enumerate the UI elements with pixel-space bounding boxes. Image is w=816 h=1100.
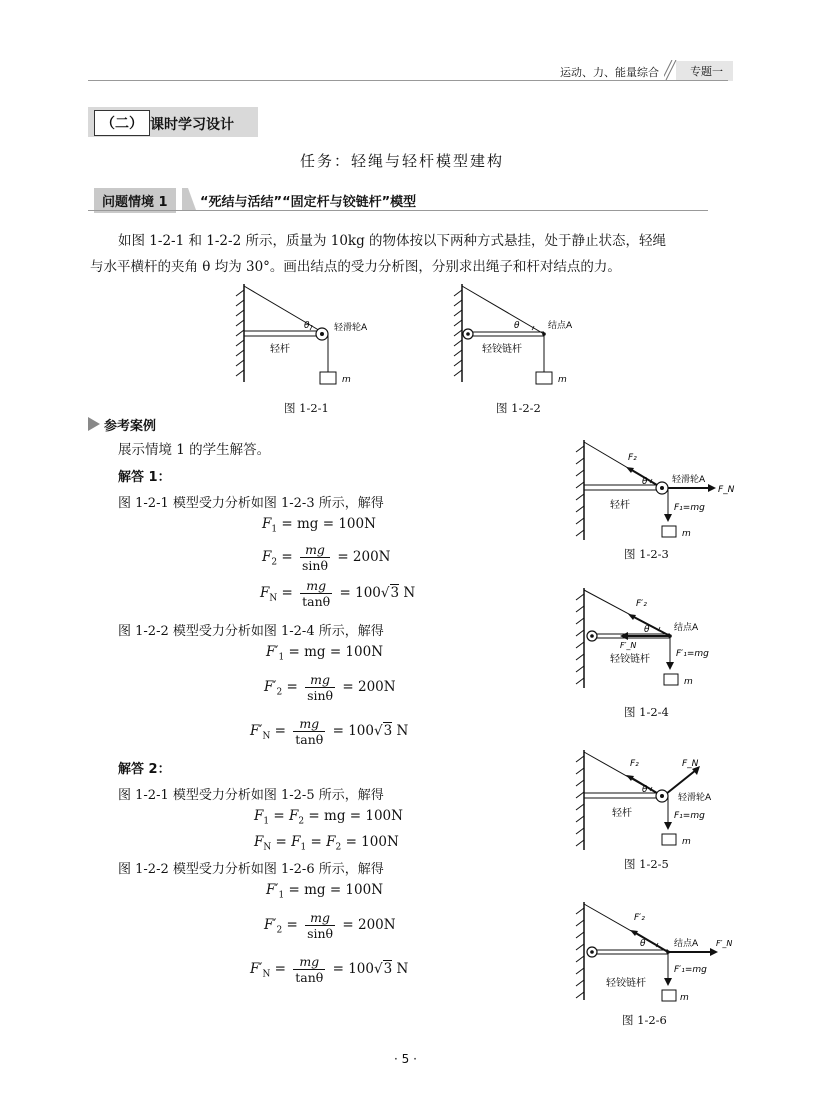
sol1-eqB3-num: mg [293,716,325,732]
fig2-caption: 图 1-2-2 [496,401,541,415]
fig5-angle: θ [642,785,648,795]
fig1-angle: θ [304,321,310,331]
solution2-title: 解答 2： [118,762,171,777]
sol2-eqB2: $F'_2$ = $\frac{mg}{\sin\theta}$ = 200N [264,910,396,941]
sol1-eqA3-num: mg [300,578,332,594]
sol1-eqB2-den: sinθ [307,688,334,703]
sol2-eqB2-num: mg [305,910,335,926]
sol2-eqA1-rhs: = mg = 100N [308,808,403,824]
fig5-caption: 图 1-2-5 [624,857,669,871]
problem-text-2: 与水平横杆的夹角 θ 均为 30°。画出结点的受力分析图，分别求出绳子和杆对结点的力。 [90,259,621,275]
fig5-f2: F₂ [630,759,639,769]
sol2-eqA1: $F_1 = F_2$ = mg = 100N [254,808,403,827]
fig4-f1: F′₁=mg [676,649,709,659]
sol2-eqB3-rhs: = 100 [332,961,374,977]
reference-intro: 展示情境 1 的学生解答。 [118,442,271,458]
sol2-eqB3-den: tanθ [295,970,324,985]
solution1-line-b: 图 1-2-2 模型受力分析如图 1-2-4 所示，解得 [118,624,384,639]
fig2-rod-label: 轻铰链杆 [482,344,522,355]
header-subject: 运动、力、能量综合 [560,66,659,79]
fig3-pulley-label: 轻滑轮A [672,475,706,485]
sol1-eqA2-den: sinθ [302,558,329,573]
sol1-eqA3-rad: 3 [390,585,400,601]
reference-arrow-icon [88,416,100,435]
reference-label: 参考案例 [104,419,157,434]
sol2-eqB3-rad: 3 [383,961,393,977]
fig3-f1: F₁=mg [674,503,705,513]
figure-1-2-6 [570,900,740,1010]
fig6-caption: 图 1-2-6 [622,1013,667,1027]
page-number: · 5 · [394,1052,417,1066]
sol1-eqA1: $F_1$ = mg = 100N [262,516,376,535]
fig1-pulley-label: 轻滑轮A [334,323,368,333]
fig3-angle: θ [642,477,648,487]
sol1-eqB1: $F'_1$ = mg = 100N [266,644,384,663]
sol2-eqB3-num: mg [293,954,325,970]
sol1-eqB2-num: mg [305,672,335,688]
solution1-line-a: 图 1-2-1 模型受力分析如图 1-2-3 所示，解得 [118,496,384,511]
sol2-eqB1: $F'_1$ = mg = 100N [266,882,384,901]
figure-1-2-3 [570,436,740,546]
sol1-eqA1-rhs: = mg = 100N [281,516,376,532]
fig6-f2: F′₂ [634,913,645,923]
fig5-fn: F_N [682,759,699,769]
section-number: （二） [94,110,150,136]
sol1-eqB2: $F'_2$ = $\frac{mg}{\sin\theta}$ = 200N [264,672,396,703]
figure-1-2-1 [232,282,372,390]
fig5-pulley-label: 轻滑轮A [678,793,712,803]
fig2-knot-label: 结点A [548,321,573,331]
problem-label-slash [182,188,196,210]
problem-text-1: 如图 1-2-1 和 1-2-2 所示，质量为 10kg 的物体按以下两种方式悬挂，处于静止状态，轻绳 [118,233,667,249]
fig3-fn: F_N [718,485,735,495]
fig4-angle: θ [644,625,650,635]
fig5-f1: F₁=mg [674,811,705,821]
sol2-eqB2-den: sinθ [307,926,334,941]
figure-1-2-4 [570,584,740,694]
sol1-eqA2-rhs: = 200N [337,549,391,565]
fig6-angle: θ [640,939,646,949]
sol2-eqB2-rhs: = 200N [342,917,396,933]
fig1-mass-label: m [342,375,351,385]
figure-1-2-5 [570,746,740,856]
figure-1-2-2 [450,282,590,390]
sol2-eqA2-rhs: = 100N [345,834,399,850]
fig3-caption: 图 1-2-3 [624,547,669,561]
sol1-eqA2: $F_2$ = $\frac{mg}{\sin\theta}$ = 200N [262,542,391,573]
problem-divider [88,210,708,211]
sol2-eqB3-unit: N [396,961,409,977]
sol1-eqB3: $F'_N$ = $\frac{mg}{\tan\theta}$ = 100√3 N [250,716,409,747]
fig6-knot-label: 结点A [674,939,699,949]
fig1-caption: 图 1-2-1 [284,401,329,415]
fig2-angle: θ [514,321,520,331]
header-divider [88,80,728,81]
fig4-rod-label: 轻铰链杆 [610,654,650,665]
fig1-rod-label: 轻杆 [270,344,290,355]
fig4-f2: F′₂ [636,599,647,609]
sol1-eqA3-unit: N [403,585,416,601]
fig4-mass-label: m [684,677,693,687]
problem-label: 问题情境 1 [94,188,176,213]
solution2-line-a: 图 1-2-1 模型受力分析如图 1-2-5 所示，解得 [118,788,384,803]
solution1-title: 解答 1： [118,470,171,485]
fig4-caption: 图 1-2-4 [624,705,669,719]
sol1-eqA3-rhs: = 100 [339,585,381,601]
sol1-eqB3-rad: 3 [383,723,393,739]
sol1-eqB2-rhs: = 200N [342,679,396,695]
fig2-mass-label: m [558,375,567,385]
sol2-eqA2: $F_N = F_1 = F_2 = 100N$ [254,834,399,853]
sol1-eqB3-rhs: = 100 [332,723,374,739]
fig3-rod-label: 轻杆 [610,500,630,511]
sol2-eqB1-rhs: = mg = 100N [288,882,384,898]
fig6-rod-label: 轻铰链杆 [606,978,646,989]
fig5-rod-label: 轻杆 [612,808,632,819]
fig5-mass-label: m [682,837,691,847]
fig3-mass-label: m [682,529,691,539]
sol1-eqB1-rhs: = mg = 100N [288,644,384,660]
fig6-mass-label: m [680,993,689,1003]
section-title: 课时学习设计 [150,117,234,133]
sol2-eqB3: $F'_N$ = $\frac{mg}{\tan\theta}$ = 100√3 N [250,954,409,985]
sol1-eqA3-den: tanθ [302,594,331,609]
solution2-line-b: 图 1-2-2 模型受力分析如图 1-2-6 所示，解得 [118,862,384,877]
fig6-fn: F′_N [716,939,733,948]
fig6-f1: F′₁=mg [674,965,707,975]
fig3-f2: F₂ [628,453,637,463]
sol1-eqA3: $F_N$ = $\frac{mg}{\tan\theta}$ = 100√3 N [260,578,416,609]
sol1-eqB3-unit: N [396,723,409,739]
sol1-eqA2-num: mg [300,542,330,558]
fig4-fn: F′_N [620,641,637,650]
fig4-knot-label: 结点A [674,623,699,633]
task-title: 任务：轻绳与轻杆模型建构 [300,152,505,170]
sol1-eqB3-den: tanθ [295,732,324,747]
problem-title: “死结与活结”“固定杆与铰链杆”模型 [200,195,417,210]
header-topic-tab: 专题一 [676,61,733,81]
